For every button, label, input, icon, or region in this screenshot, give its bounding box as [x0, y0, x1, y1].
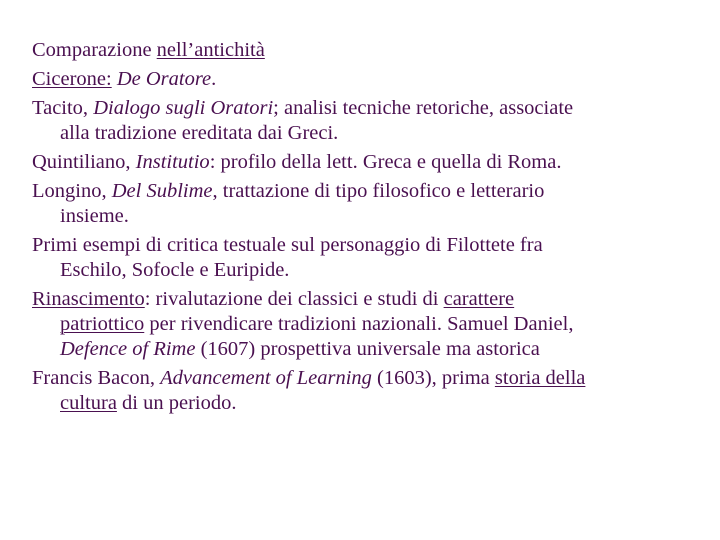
text-line — [32, 121, 692, 146]
text-line — [32, 391, 692, 416]
text-line — [32, 150, 692, 175]
text-line — [32, 96, 692, 121]
hyperlink-cicerone[interactable]: Cicerone: — [32, 68, 112, 90]
text-run: (1607) prospettiva universale ma astorica — [195, 338, 540, 360]
title-del-sublime: Del Sublime — [111, 180, 213, 202]
text-run: per rivendicare tradizioni nazionali. Samuel Daniel, — [144, 313, 574, 335]
text-line — [32, 366, 692, 391]
text-run: insieme. — [60, 205, 129, 227]
text-line — [32, 38, 692, 63]
text-run: Tacito, — [32, 97, 94, 119]
text-run: Primi esempi di critica testuale sul personaggio di Filottete fra — [32, 234, 543, 256]
text-run: Francis Bacon, — [32, 367, 161, 389]
paragraph-quintiliano — [32, 150, 692, 175]
text-run: Quintiliano, — [32, 151, 136, 173]
hyperlink-storia-della[interactable]: storia della — [494, 367, 586, 389]
slide-body — [32, 38, 692, 420]
text-run: Longino, — [32, 180, 112, 202]
paragraph-bacon — [32, 366, 692, 416]
text-line — [32, 179, 692, 204]
paragraph-comparazione — [32, 38, 692, 63]
paragraph-longino — [32, 179, 692, 229]
text-line — [32, 337, 692, 362]
paragraph-filottete — [32, 233, 692, 283]
text-run: : rivalutazione dei classici e studi di — [144, 288, 444, 310]
text-run: : profilo della lett. Greca e quella di Roma. — [209, 151, 562, 173]
paragraph-cicerone — [32, 67, 692, 92]
hyperlink-carattere[interactable]: carattere — [443, 288, 515, 310]
hyperlink-cultura[interactable]: cultura — [60, 392, 117, 414]
title-advancement-of-learning: Advancement of Learning — [160, 367, 372, 389]
paragraph-rinascimento — [32, 287, 692, 362]
text-line — [32, 312, 692, 337]
text-line — [32, 258, 692, 283]
text-line — [32, 233, 692, 258]
title-dialogo-oratori: Dialogo sugli Oratori — [93, 97, 274, 119]
hyperlink-antichita[interactable]: nell’antichità — [156, 39, 265, 61]
title-institutio: Institutio — [135, 151, 210, 173]
text-run: Eschilo, Sofocle e Euripide. — [60, 259, 290, 281]
text-line — [32, 204, 692, 229]
hyperlink-rinascimento[interactable]: Rinascimento — [32, 288, 145, 310]
text-run: di un periodo. — [116, 392, 237, 414]
paragraph-tacito — [32, 96, 692, 146]
title-defence-of-rime: Defence of Rime — [60, 338, 196, 360]
hyperlink-patriottico[interactable]: patriottico — [60, 313, 145, 335]
text-line — [32, 67, 692, 92]
text-run: alla tradizione ereditata dai Greci. — [60, 122, 339, 144]
text-run: (1603), prima — [371, 367, 495, 389]
text-run: ; analisi tecniche retoriche, associate — [273, 97, 574, 119]
text-run: Comparazione — [32, 39, 157, 61]
text-line — [32, 287, 692, 312]
text-run: , trattazione di tipo filosofico e letterario — [212, 180, 545, 202]
title-de-oratore: De Oratore — [116, 68, 212, 90]
text-run: . — [211, 68, 217, 90]
